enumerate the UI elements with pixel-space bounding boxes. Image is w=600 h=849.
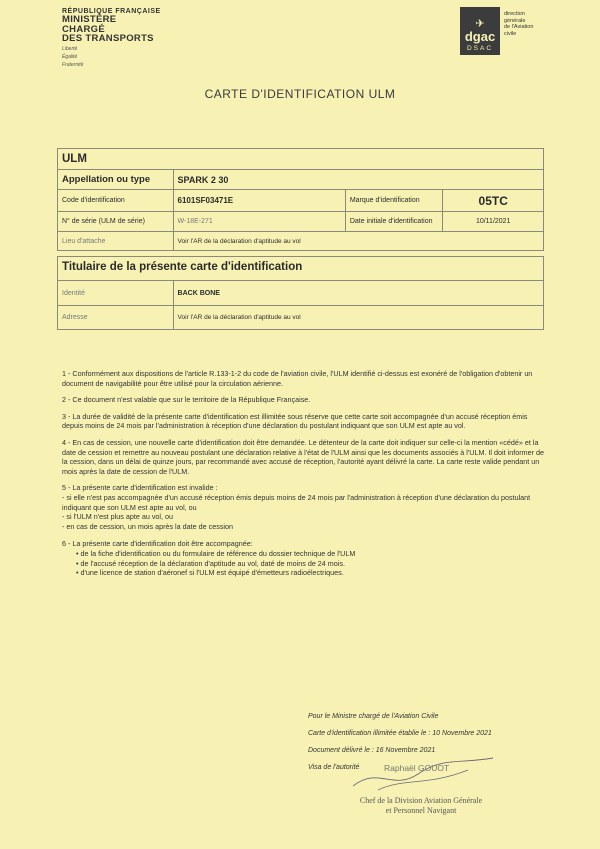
dgac-full-1: direction <box>504 11 525 17</box>
serie-label: N° de série (ULM de série) <box>58 212 174 231</box>
handwritten-signature-icon <box>348 756 498 796</box>
dgac-full-3: de l'Aviation <box>504 24 534 30</box>
accompanied-item-1: • de la fiche d'identification ou du formulaire de référence du dossier technique de l'ULM <box>76 549 544 559</box>
signature-block <box>308 712 492 780</box>
dgac-short: dgac <box>464 29 496 44</box>
accompanied-intro: 6 - La présente carte d'identification doit être accompagnée: <box>62 539 253 549</box>
document-title: CARTE D'IDENTIFICATION ULM <box>204 87 396 101</box>
paragraph-3: 3 - La durée de validité de la présente carte d'identification est illimitée sous réserve que cette carte soit accompagnée d'un accusé réception émis depuis moins de 24 mois par l'administration à réception d'une déclaration du postulant indiquant que son ULM est apte au vol. <box>62 411 528 431</box>
serie-value: W-18E-271 <box>174 212 346 231</box>
identite-value: BACK BONE <box>177 289 220 297</box>
titulaire-table <box>57 256 544 330</box>
ministry-line-2: CHARGÉ <box>62 23 105 35</box>
accompanied-list <box>76 549 544 578</box>
adresse-label: Adresse <box>58 306 174 329</box>
invalid-item-3: - en cas de cession, un mois après la date de cession <box>62 521 233 531</box>
dgac-full-2: générale <box>504 17 526 24</box>
marque-value: 05TC <box>478 193 508 208</box>
dgac-full-name <box>504 11 533 55</box>
signatory-title <box>346 796 496 816</box>
date-value: 10/11/2021 <box>475 218 511 225</box>
legal-text <box>62 369 544 578</box>
motto-2: Égalité <box>62 53 78 60</box>
chef-line-2: et Personnel Navigant <box>385 806 457 815</box>
titulaire-heading: Titulaire de la présente carte d'identification <box>58 257 543 281</box>
lieu-value: Voir l'AR de la déclaration d'aptitude au vol <box>177 237 301 245</box>
code-row <box>58 190 543 212</box>
signature-line-3: Document délivré le : 16 Novembre 2021 <box>308 747 436 754</box>
adresse-value: Voir l'AR de la déclaration d'aptitude au vol <box>177 314 301 321</box>
motto-3: Fraternité <box>62 61 84 68</box>
dgac-logo <box>460 7 533 55</box>
code-label: Code d'identification <box>58 190 174 211</box>
appellation-row <box>58 170 543 190</box>
identite-label: Identité <box>58 281 174 305</box>
lieu-row <box>58 232 543 250</box>
appellation-label: Appellation ou type <box>58 170 174 189</box>
lieu-label: Lieu d'attache <box>58 232 174 250</box>
accompanied-item-2: • de l'accusé réception de la déclaration d'aptitude au vol, daté de moins de 24 mois. <box>76 559 544 569</box>
adresse-row <box>58 306 543 329</box>
signature-line-4: Visa de l'autorité <box>308 764 360 771</box>
bird-icon: ✈ <box>475 18 485 30</box>
invalid-intro: 5 - La présente carte d'identification est invalide : <box>62 483 218 493</box>
date-label: Date initiale d'identification <box>346 212 444 231</box>
republique-mark: RÉPUBLIQUE FRANÇAISE <box>62 8 161 15</box>
code-value: 6101SF03471E <box>174 190 346 211</box>
paragraph-5 <box>62 483 544 531</box>
signatory-name: Raphaël GOUOT <box>384 763 450 773</box>
serie-row <box>58 212 543 232</box>
ministry-line-3: DES TRANSPORTS <box>62 33 154 44</box>
dgac-badge <box>460 7 500 55</box>
signature-line-2: Carte d'identification illimitée établie le : 10 Novembre 2021 <box>308 730 492 737</box>
invalid-item-2: - si l'ULM n'est plus apte au vol, ou <box>62 512 174 522</box>
accompanied-item-3: • d'une licence de station d'aéronef si l'ULM est équipé d'émetteurs radioélectriques. <box>76 568 544 578</box>
paragraph-4: 4 - En cas de cession, une nouvelle carte d'identification doit être demandée. Le détenteur de la carte doit indiquer sur celle-ci la mention «cédé» et la date de cession et remettre au nouveau postulant une déclaration relative à l'état de l'ULM ainsi que les documents associés à l'ULM. Il doit informer de la cession, dans un délai de quinze jours, par recommandé avec accusé de réception, l'autorité ayant délivré la carte. La carte reste valide pendant un mois après la date de cession de l'ULM. <box>62 437 544 476</box>
ministry-line-1: MINISTÈRE <box>62 14 117 25</box>
appellation-value: SPARK 2 30 <box>177 174 229 185</box>
motto-1: Liberté <box>62 45 78 52</box>
signature-line-1: Pour le Ministre chargé de l'Aviation Civile <box>308 713 439 720</box>
paragraph-2: 2 - Ce document n'est valable que sur le territoire de la République Française. <box>62 395 311 405</box>
ulm-heading: ULM <box>58 149 543 170</box>
marque-label: Marque d'identification <box>346 190 444 211</box>
paragraph-1: 1 - Conformément aux dispositions de l'article R.133-1-2 du code de l'aviation civile, l'ULM identifié ci-dessus est exonéré de l'obligation d'obtenir un document de navigabilité pour être utilisé pour la circulation aérienne. <box>62 369 533 388</box>
dsac-label: DSAC <box>466 45 494 52</box>
dgac-full-4: civile <box>504 30 517 37</box>
ministry-logo <box>62 8 161 68</box>
ulm-table <box>57 148 544 251</box>
invalid-item-1: - si elle n'est pas accompagnée d'un accusé réception émis depuis moins de 24 mois par l'administration à réception d'une déclaration du postulant indiquant que son ULM est apte au vol, ou <box>62 492 531 512</box>
identite-row <box>58 281 543 306</box>
paragraph-6 <box>62 539 544 577</box>
chef-line-1: Chef de la Division Aviation Générale <box>359 796 483 805</box>
